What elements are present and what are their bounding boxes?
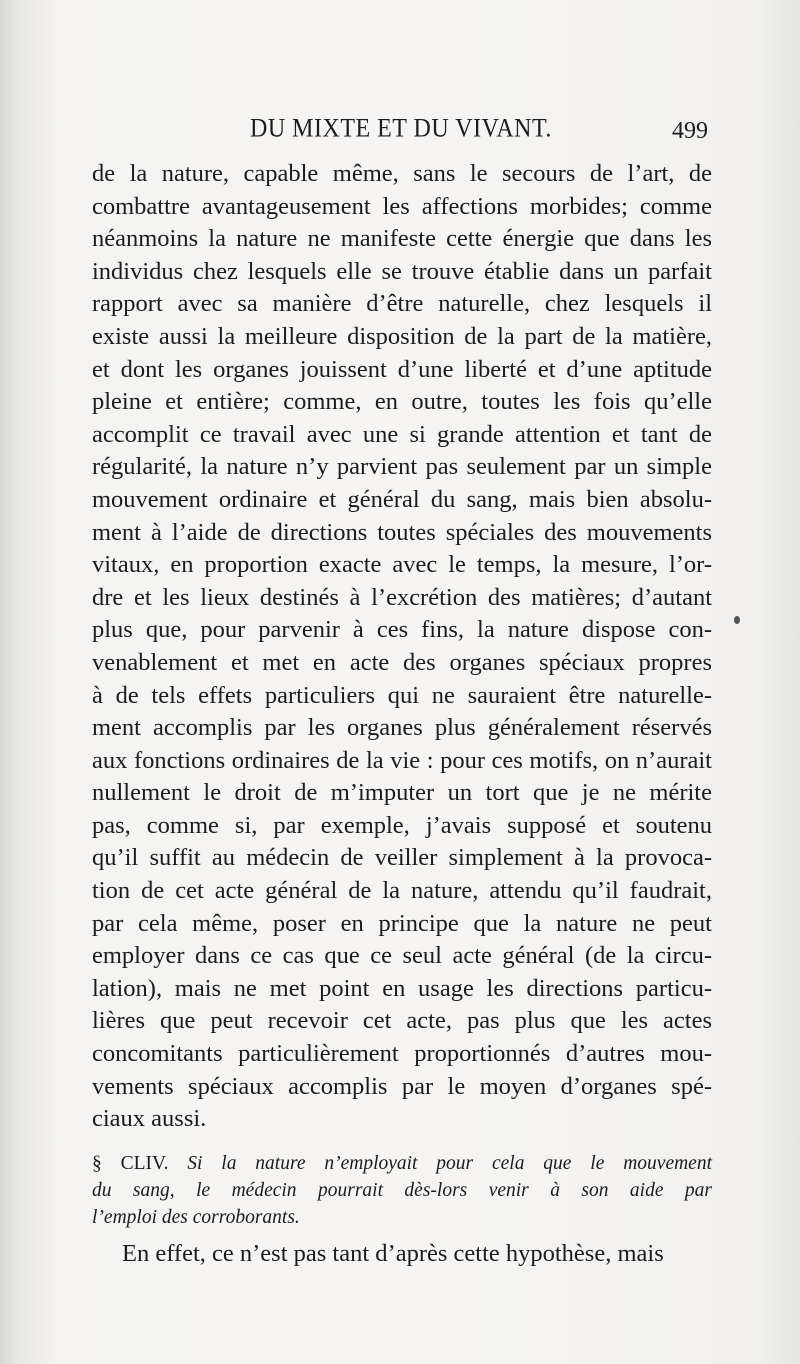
text-line: qu’il suffit au médecin de veiller simplement à la provoca- bbox=[92, 844, 712, 872]
text-line: néanmoins la nature ne manifeste cette énergie que dans les bbox=[92, 225, 712, 253]
text-line: lation), mais ne met point en usage les directions particu- bbox=[92, 974, 712, 1002]
text-line: vements spéciaux accomplis par le moyen d’organes spé- bbox=[92, 1072, 712, 1100]
text-line: pleine et entière; comme, en outre, toutes les fois qu’elle bbox=[92, 388, 712, 416]
text-line: employer dans ce cas que ce seul acte général (de la circu- bbox=[92, 942, 712, 970]
text-line: vitaux, en proportion exacte avec le temps, la mesure, l’or- bbox=[92, 551, 712, 579]
next-paragraph bbox=[92, 1238, 712, 1271]
text-line: par cela même, poser en principe que la nature ne peut bbox=[92, 909, 712, 937]
text-line: existe aussi la meilleure disposition de la part de la matière, bbox=[92, 322, 712, 350]
section-number: § CLIV. bbox=[92, 1153, 169, 1174]
text-line: et dont les organes jouissent d’une liberté et d’une aptitude bbox=[92, 355, 712, 383]
text-line: de la nature, capable même, sans le secours de l’art, de bbox=[92, 160, 712, 187]
text-line: dre et les lieux destinés à l’excrétion des matières; d’autant bbox=[92, 583, 712, 611]
text-line: mouvement ordinaire et général du sang, mais bien absolu- bbox=[92, 485, 712, 513]
text-line: pas, comme si, par exemple, j’avais supposé et soutenu bbox=[92, 811, 712, 839]
section-line bbox=[92, 1204, 712, 1231]
text-line: individus chez lesquels elle se trouve établie dans un parfait bbox=[92, 257, 712, 285]
text-line: à de tels effets particuliers qui ne sauraient être naturelle- bbox=[92, 681, 712, 709]
text-line: combattre avantageusement les affections morbides; comme bbox=[92, 192, 712, 220]
section-line bbox=[92, 1177, 712, 1204]
text-line: concomitants particulièrement proportionnés d’autres mou- bbox=[92, 1040, 712, 1068]
text-line: nullement le droit de m’imputer un tort que je ne mérite bbox=[92, 779, 712, 807]
section-summary bbox=[92, 1150, 712, 1231]
text-line: plus que, pour parvenir à ces fins, la nature dispose con- bbox=[92, 616, 712, 644]
section-text: du sang, le médecin pourrait dès-lors venir à son aide par bbox=[92, 1180, 712, 1201]
text-line: ment accomplis par les organes plus généralement réservés bbox=[92, 714, 712, 742]
text-line: En effet, ce n’est pas tant d’après cette hypothèse, mais bbox=[122, 1240, 664, 1267]
body-text bbox=[92, 158, 712, 1136]
text-line: ciaux aussi. bbox=[92, 1105, 207, 1133]
section-line bbox=[92, 1150, 712, 1177]
ink-speck bbox=[734, 616, 740, 624]
text-line: aux fonctions ordinaires de la vie : pour ces motifs, on n’aurait bbox=[92, 746, 712, 774]
text-line: rapport avec sa manière d’être naturelle, chez lesquels il bbox=[92, 290, 712, 318]
page-number: 499 bbox=[672, 118, 708, 144]
section-text: Si la nature n’employait pour cela que le mouvement bbox=[187, 1153, 713, 1174]
text-line: tion de cet acte général de la nature, attendu qu’il faudrait, bbox=[92, 877, 712, 905]
text-line: venablement et met en acte des organes spéciaux propres bbox=[92, 648, 712, 676]
text-line: régularité, la nature n’y parvient pas seulement par un simple bbox=[92, 453, 712, 481]
running-head: DU MIXTE ET DU VIVANT. bbox=[250, 114, 552, 143]
text-line: accomplit ce travail avec une si grande attention et tant de bbox=[92, 420, 712, 448]
text-line: ment à l’aide de directions toutes spéciales des mouvements bbox=[92, 518, 712, 546]
section-text: l’emploi des corroborants. bbox=[92, 1207, 300, 1228]
text-line: lières que peut recevoir cet acte, pas plus que les actes bbox=[92, 1007, 712, 1035]
page-header bbox=[92, 116, 712, 156]
